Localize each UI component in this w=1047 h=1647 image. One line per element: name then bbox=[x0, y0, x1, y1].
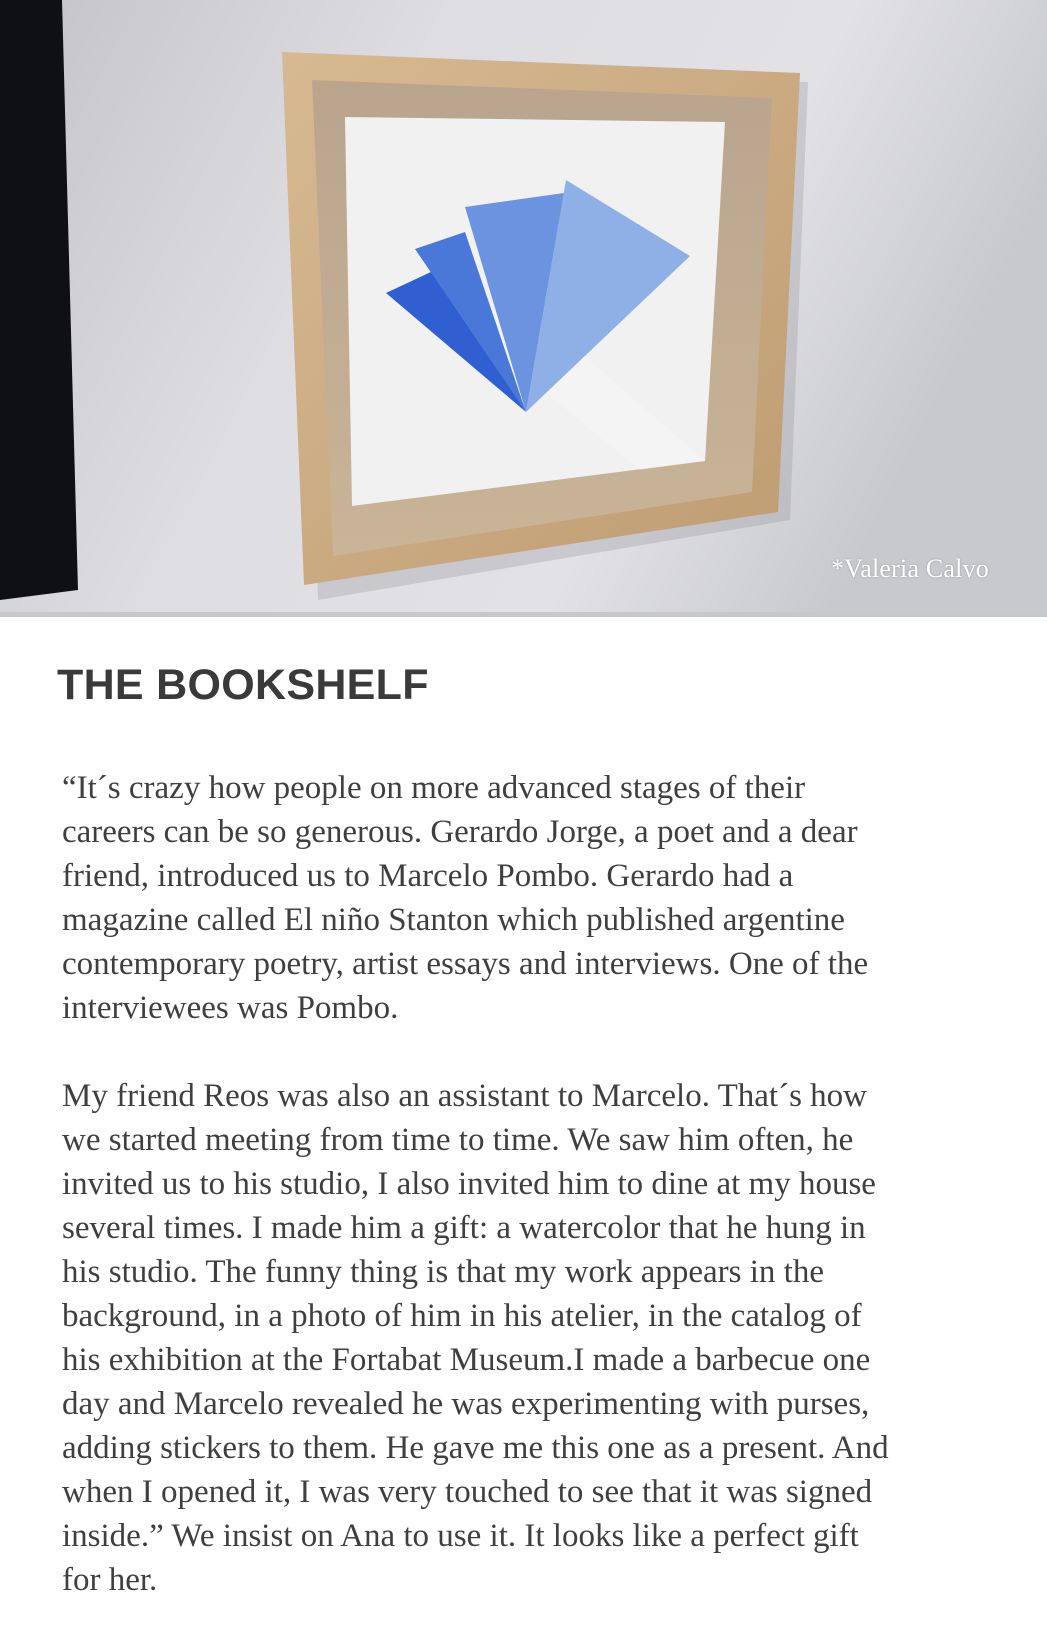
photo-credit: *Valeria Calvo bbox=[830, 554, 989, 583]
article-paragraph-2: My friend Reos was also an assistant to Marcelo. That´s how we started meeting from time to time. We saw him often, he invited us to his studio, I also invited him to dine at my house several times. I made him a gift: a watercolor that he hung in his studio. The funny thing is that my work appears in the background, in a photo of him in his atelier, in the catalog of his exhibition at the Fortabat Museum.I made a barbecue one day and Marcelo revealed he was experimenting with purses, adding stickers to them. He gave me this one as a present. And when I opened it, I was very touched to see that it was signed inside.” We insist on Ana to use it. It looks like a perfect gift for her. bbox=[62, 1078, 889, 1598]
article-paragraph-1: “It´s crazy how people on more advanced stages of their careers can be so generous. Gerardo Jorge, a poet and a dear friend, introduced us to Marcelo Pombo. Gerardo had a magazine called El niño Stanton which published argentine contemporary poetry, artist essays and interviews. One of the interviewees was Pombo. bbox=[62, 770, 869, 1026]
framed-artwork-image bbox=[0, 0, 1047, 617]
article-body bbox=[62, 766, 1012, 1646]
hero-photo bbox=[0, 0, 1047, 617]
section-title: THE BOOKSHELF bbox=[57, 661, 429, 709]
